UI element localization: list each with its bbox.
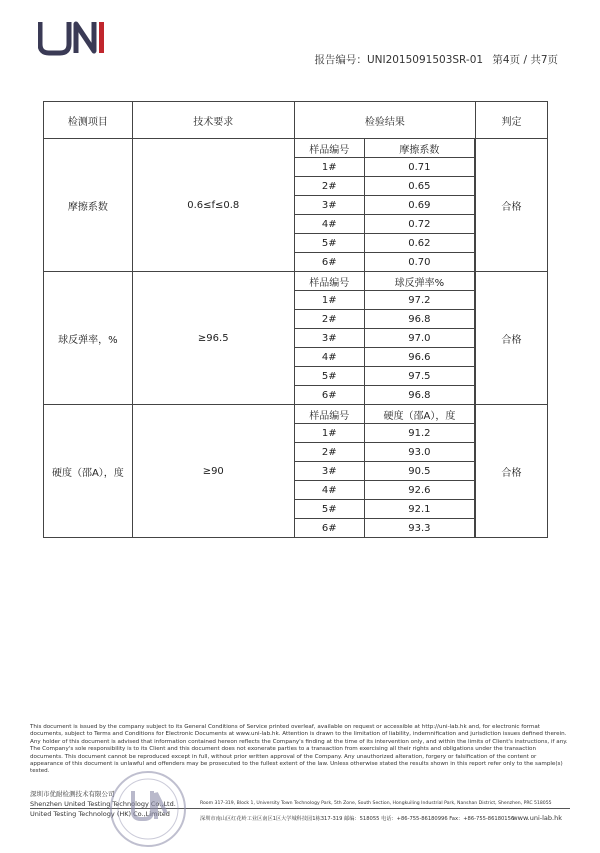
value-header: 球反弹率% xyxy=(364,272,474,291)
result-value: 97.5 xyxy=(364,367,474,386)
header-result: 检验结果 xyxy=(294,102,475,139)
disclaimer-text: This document is issued by the company subject to its General Conditions of Service printed overleaf, available on request or accessible at http://uni-lab.hk and, for electronic format documents, subject to Terms and Conditions for Electronic Documents at www.uni-lab.hk. Attention is drawn to the limitation of liability, indemnification and jurisdiction issues defined therein. Any holder of this document is advised that information contained hereon reflects the Company's finding at the time of its intervention only, and within the limits of Client's instructions, if any. The Company's sole responsibility is to its Client and this document does not exonerate parties to a transaction from exercising all their rights and obligations under the transaction documents. This document cannot be reproduced except in full, without prior written approval of the Company. Any unauthorized alteration, forgery or falsification of the content or appearance of this document is unlawful and offenders may be prosecuted to the fullest extent of the law. Unless otherwise stated the results shown in this report refer only to the sample(s) tested. xyxy=(30,724,568,775)
requirement: 0.6≤f≤0.8 xyxy=(132,139,294,272)
sample-id: 3# xyxy=(294,462,364,481)
result-value: 0.65 xyxy=(364,177,474,196)
sample-id: 1# xyxy=(294,291,364,310)
result-value: 90.5 xyxy=(364,462,474,481)
results-body xyxy=(44,139,548,538)
result-value: 97.2 xyxy=(364,291,474,310)
result-value: 0.72 xyxy=(364,215,474,234)
sample-id: 4# xyxy=(294,348,364,367)
header-verdict: 判定 xyxy=(476,102,548,139)
test-item: 硬度（邵A），度 xyxy=(44,405,133,538)
sample-id: 2# xyxy=(294,310,364,329)
company-seal-stamp xyxy=(108,769,188,849)
sample-id: 3# xyxy=(294,196,364,215)
result-value: 96.8 xyxy=(364,310,474,329)
uni-logo xyxy=(38,20,108,56)
address-en: Room 317-319, Block 1, University Town Technology Park, 5th Zone, South Section, Hongkuiling Industrial Park, Nanshan District, Shenzhen, PRC 518055 xyxy=(200,801,552,806)
sample-id: 5# xyxy=(294,500,364,519)
result-value: 92.1 xyxy=(364,500,474,519)
result-value: 96.6 xyxy=(364,348,474,367)
address-cn: 深圳市南山区红花岭工业区南区1区大学城科技园1栋317-319 邮编：518055 电话：+86-755-86180996 Fax：+86-755-86180156 xyxy=(200,816,515,822)
result-value: 97.0 xyxy=(364,329,474,348)
header-requirement: 技术要求 xyxy=(132,102,294,139)
sample-id: 6# xyxy=(294,253,364,272)
report-number-line xyxy=(308,52,558,67)
sample-id: 5# xyxy=(294,234,364,253)
sample-id: 6# xyxy=(294,519,364,538)
verdict: 合格 xyxy=(476,272,548,405)
sample-id: 2# xyxy=(294,443,364,462)
result-value: 91.2 xyxy=(364,424,474,443)
sample-id: 5# xyxy=(294,367,364,386)
sample-header: 样品编号 xyxy=(294,272,364,291)
sample-id: 2# xyxy=(294,177,364,196)
page-indicator: 第4页 / 共7页 xyxy=(492,54,558,66)
results-table xyxy=(43,101,548,538)
result-value: 0.71 xyxy=(364,158,474,177)
result-value: 93.3 xyxy=(364,519,474,538)
requirement: ≥90 xyxy=(132,405,294,538)
sample-id: 4# xyxy=(294,481,364,500)
result-value: 93.0 xyxy=(364,443,474,462)
sample-header: 样品编号 xyxy=(294,139,364,158)
sample-header: 样品编号 xyxy=(294,405,364,424)
company-name-cn: 深圳市优耐检测技术有限公司 xyxy=(30,790,115,798)
result-value: 0.69 xyxy=(364,196,474,215)
value-header: 摩擦系数 xyxy=(364,139,474,158)
result-value: 92.6 xyxy=(364,481,474,500)
report-number: UNI2015091503SR-01 xyxy=(366,54,484,66)
verdict: 合格 xyxy=(476,139,548,272)
company-name-en-2: United Testing Technology (HK) Co.,Limited xyxy=(30,810,170,818)
sample-id: 1# xyxy=(294,158,364,177)
sample-id: 4# xyxy=(294,215,364,234)
sample-id: 3# xyxy=(294,329,364,348)
group-header-row xyxy=(44,405,548,424)
website-link[interactable]: www.uni-lab.hk xyxy=(512,814,562,822)
sample-id: 1# xyxy=(294,424,364,443)
test-item: 摩擦系数 xyxy=(44,139,133,272)
requirement: ≥96.5 xyxy=(132,272,294,405)
group-header-row xyxy=(44,139,548,158)
value-header: 硬度（邵A），度 xyxy=(364,405,474,424)
test-item: 球反弹率，% xyxy=(44,272,133,405)
header-item: 检测项目 xyxy=(44,102,133,139)
result-value: 0.70 xyxy=(364,253,474,272)
report-number-label: 报告编号： xyxy=(314,54,367,66)
result-value: 0.62 xyxy=(364,234,474,253)
group-header-row xyxy=(44,272,548,291)
result-value: 96.8 xyxy=(364,386,474,405)
sample-id: 6# xyxy=(294,386,364,405)
company-name-en-1: Shenzhen United Testing Technology Co.,Ltd. xyxy=(30,800,176,808)
verdict: 合格 xyxy=(476,405,548,538)
